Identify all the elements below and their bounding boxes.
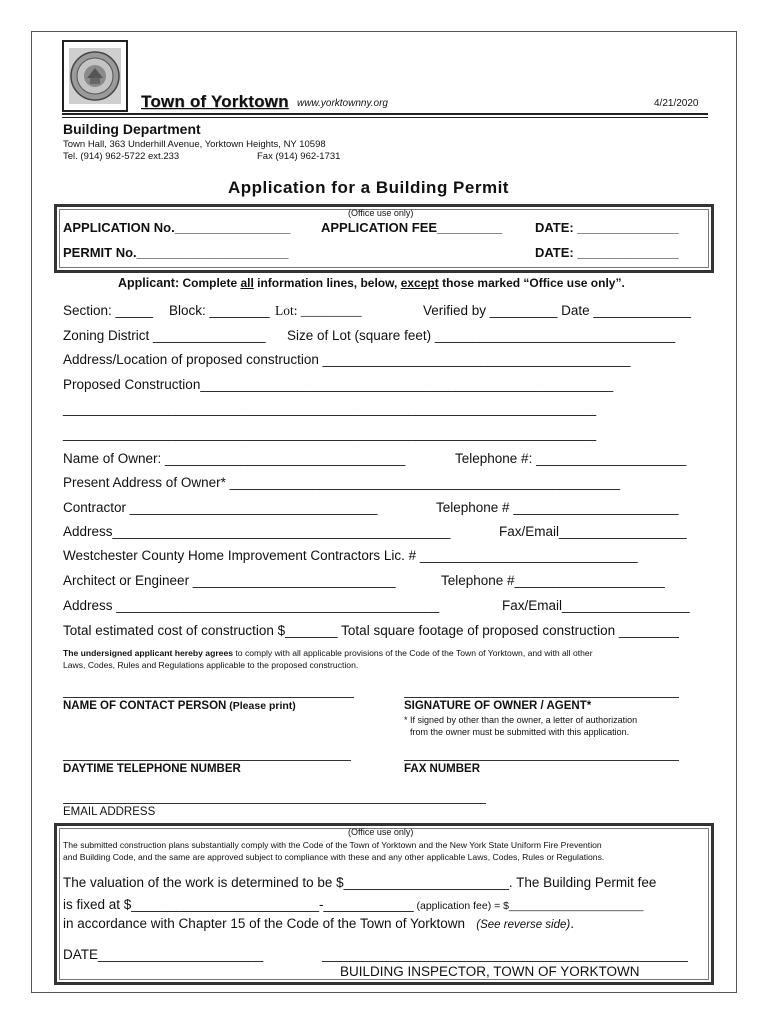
header-date: 4/21/2020 — [654, 98, 699, 109]
contractor-field[interactable]: Contractor _________________________________ — [63, 500, 378, 515]
permit-number: PERMIT No._____________________ — [63, 245, 289, 260]
proposed-construction-line-3[interactable]: _______________________________________________________________________ — [63, 426, 597, 441]
building-inspector-label: BUILDING INSPECTOR, TOWN OF YORKTOWN — [340, 964, 640, 979]
architect-address-field[interactable]: Address ___________________________________________ — [63, 598, 440, 613]
header-rule — [62, 113, 708, 115]
fee-fixed-b: (application fee) = $_______________________ — [413, 900, 644, 912]
agreement-text — [63, 648, 593, 658]
owner-signature-note-2: from the owner must be submitted with this application. — [410, 727, 630, 737]
lot-field[interactable]: Lot: _________ — [275, 303, 362, 318]
office-use-note: (Office use only) — [348, 208, 414, 218]
contractor-fax-field[interactable]: Fax/Email_________________ — [499, 524, 687, 539]
inspector-date-field[interactable]: DATE______________________ — [63, 947, 264, 962]
email-line[interactable] — [63, 803, 486, 804]
owner-name-field[interactable]: Name of Owner: ________________________________ — [63, 451, 406, 466]
architect-fax-field[interactable]: Fax/Email_________________ — [502, 598, 690, 613]
total-cost-field[interactable]: Total estimated cost of construction $_______ Total square footage of proposed construction ________ — [63, 623, 679, 638]
fax-number-line[interactable] — [404, 760, 679, 761]
contact-label-note: (Please print) — [226, 700, 296, 712]
instruction-part1: Complete — [179, 276, 241, 290]
header-rule-thin — [62, 117, 708, 118]
department-address: Town Hall, 363 Underhill Avenue, Yorktown Heights, NY 10598 — [63, 139, 326, 150]
application-number: APPLICATION No.________________ — [63, 220, 291, 235]
town-seal-icon — [62, 40, 128, 112]
block-field[interactable]: Block: ________ — [169, 303, 270, 318]
permit-date: DATE: ______________ — [535, 245, 679, 260]
instruction-part2: information lines, below, — [253, 276, 401, 290]
agreement-bold: The undersigned applicant hereby agrees — [63, 648, 234, 658]
verified-by-field[interactable]: Verified by _________ Date _____________ — [423, 303, 691, 318]
zoning-district-field[interactable]: Zoning District _______________ — [63, 328, 266, 343]
seal-graphic — [69, 48, 121, 104]
lot-size-field[interactable]: Size of Lot (square feet) ________________________________ — [287, 328, 676, 343]
contact-name-line[interactable] — [63, 697, 354, 698]
owner-signature-line[interactable] — [404, 697, 679, 698]
address-location-field[interactable]: Address/Location of proposed construction _________________________________________ — [63, 352, 631, 367]
chapter-text: in accordance with Chapter 15 of the Code of the Town of Yorktown — [63, 916, 466, 931]
inspector-signature-line[interactable] — [322, 961, 688, 962]
daytime-telephone-label: DAYTIME TELEPHONE NUMBER — [63, 763, 241, 775]
chapter-period: . — [570, 916, 575, 931]
chapter-line — [63, 916, 574, 931]
applicant-instruction — [118, 276, 625, 290]
architect-field[interactable]: Architect or Engineer ___________________________ — [63, 573, 396, 588]
see-reverse-side: (See reverse side) — [476, 919, 571, 931]
agreement-line1: to comply with all applicable provisions of the Code of the Town of Yorktown, and with all other — [233, 648, 593, 658]
fee-fixed-a: is fixed at $_________________________-____________ — [63, 897, 414, 912]
contact-label-bold: NAME OF CONTACT PERSON — [63, 700, 227, 712]
department-tel: Tel. (914) 962-5722 ext.233 — [63, 151, 180, 162]
application-date: DATE: ______________ — [535, 220, 679, 235]
contractor-license-field[interactable]: Westchester County Home Improvement Contractors Lic. # _____________________________ — [63, 548, 638, 563]
instruction-prefix: Applicant: — [118, 276, 180, 290]
fax-number-label: FAX NUMBER — [404, 763, 481, 775]
instruction-except: except — [400, 276, 439, 290]
department-name: Building Department — [63, 121, 201, 137]
contractor-telephone-field[interactable]: Telephone # ______________________ — [436, 500, 679, 515]
owner-signature-label: SIGNATURE OF OWNER / AGENT* — [404, 700, 592, 712]
proposed-construction-line-2[interactable]: _______________________________________________________________________ — [63, 401, 597, 416]
approval-text-2: and Building Code, and the same are approved subject to compliance with these and any other applicable Laws, Codes, Rules or Regulations. — [63, 852, 605, 862]
section-field[interactable]: Section: _____ — [63, 303, 154, 318]
owner-signature-note-1: * If signed by other than the owner, a letter of authorization — [404, 715, 638, 725]
office-use-note-2: (Office use only) — [348, 827, 414, 837]
form-title: Application for a Building Permit — [228, 178, 509, 197]
website-link[interactable]: www.yorktownny.org — [297, 98, 388, 109]
contractor-address-field[interactable]: Address_____________________________________________ — [63, 524, 451, 539]
email-address-label: EMAIL ADDRESS — [63, 806, 156, 818]
town-name: Town of Yorktown — [141, 92, 289, 111]
valuation-line[interactable]: The valuation of the work is determined to be $______________________. The Building Permit fee — [63, 875, 657, 890]
instruction-all: all — [240, 276, 254, 290]
application-fee: APPLICATION FEE_________ — [321, 220, 503, 235]
department-fax: Fax (914) 962-1731 — [257, 151, 341, 162]
approval-text-1: The submitted construction plans substantially comply with the Code of the Town of Yorktown and the New York State Uniform Fire Prevention — [63, 840, 602, 850]
proposed-construction-field[interactable]: Proposed Construction_______________________________________________________ — [63, 377, 614, 392]
fee-fixed-line[interactable] — [63, 897, 643, 912]
daytime-telephone-line[interactable] — [63, 760, 351, 761]
owner-telephone-field[interactable]: Telephone #: ____________________ — [455, 451, 687, 466]
agreement-line2: Laws, Codes, Rules and Regulations applicable to the proposed construction. — [63, 660, 359, 670]
contact-person-label — [63, 700, 296, 712]
owner-address-field[interactable]: Present Address of Owner* ____________________________________________________ — [63, 475, 621, 490]
architect-telephone-field[interactable]: Telephone #____________________ — [441, 573, 665, 588]
instruction-part3: those marked “Office use only”. — [438, 276, 625, 290]
